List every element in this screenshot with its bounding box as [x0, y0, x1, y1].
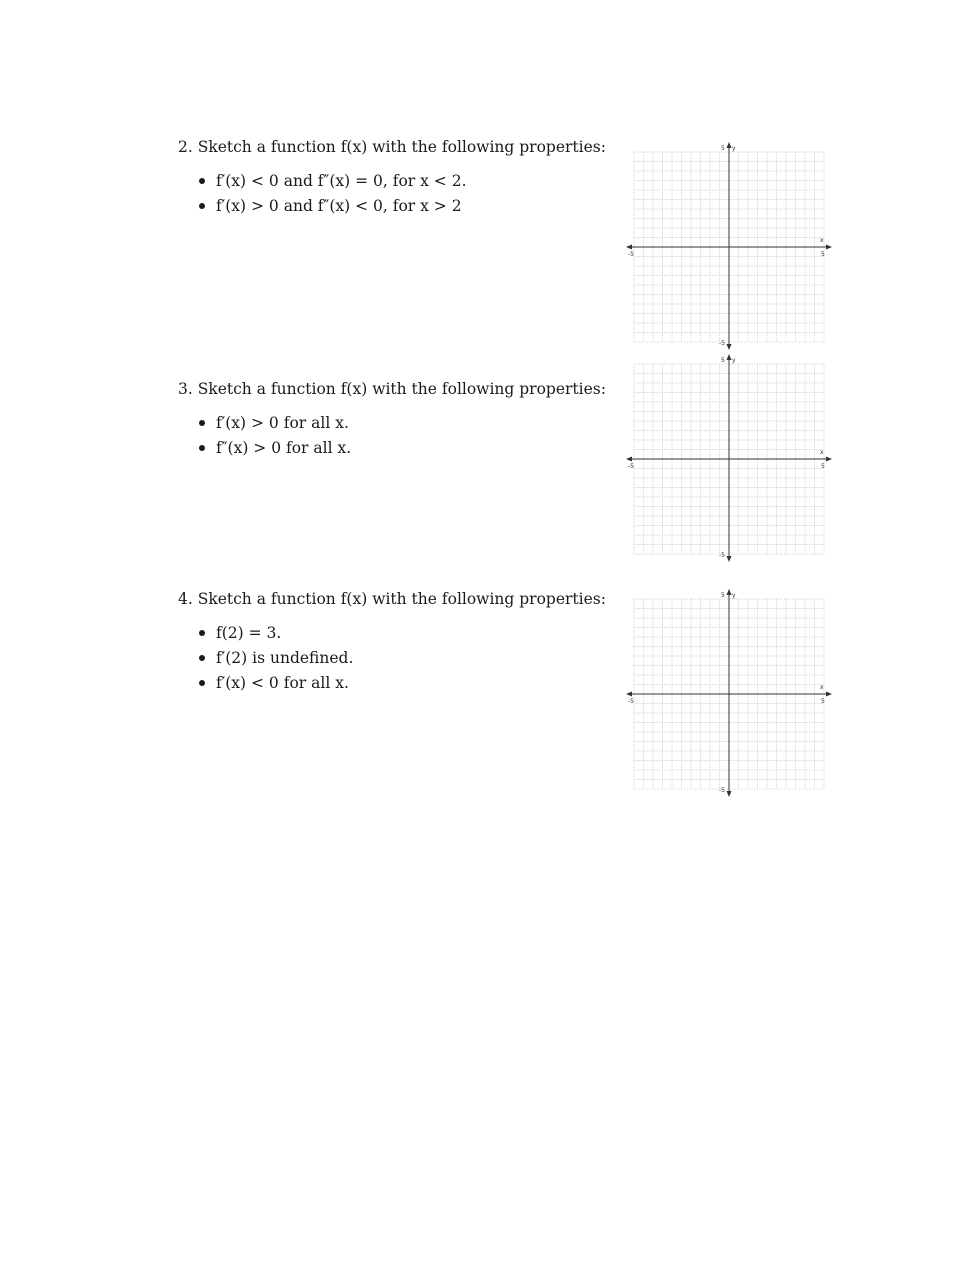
- x-min-tick-label: -5: [628, 251, 634, 258]
- y-min-tick-label: -5: [719, 787, 725, 794]
- x-axis-arrow-left: [626, 245, 632, 250]
- y-axis-arrow-up: [727, 354, 732, 360]
- x-axis-arrow-left: [626, 692, 632, 697]
- problem-4-prompt: 4. Sketch a function f(x) with the following properties:: [178, 590, 606, 608]
- problem-4: [178, 589, 606, 696]
- y-min-tick-label: -5: [719, 340, 725, 347]
- x-min-tick-label: -5: [628, 463, 634, 470]
- x-max-tick-label: 5: [821, 698, 825, 705]
- problem-2-graph-grid[interactable]: [624, 140, 834, 350]
- y-max-tick-label: 5: [721, 357, 725, 364]
- list-item: f′(x) > 0 and f″(x) < 0, for x > 2: [216, 194, 598, 219]
- x-axis-arrow-right: [826, 692, 832, 697]
- problem-3-graph-grid[interactable]: [624, 352, 834, 562]
- list-item: f″(x) > 0 for all x.: [216, 436, 598, 461]
- y-axis-arrow-up: [727, 142, 732, 148]
- x-axis-arrow-right: [826, 457, 832, 462]
- y-axis-arrow-down: [727, 791, 732, 797]
- problem-2: [178, 137, 606, 219]
- y-axis-arrow-up: [727, 589, 732, 595]
- y-max-tick-label: 5: [721, 592, 725, 599]
- y-min-tick-label: -5: [719, 552, 725, 559]
- x-min-tick-label: -5: [628, 698, 634, 705]
- problem-4-graph-grid[interactable]: [624, 587, 834, 797]
- y-axis-label: y: [732, 592, 736, 599]
- list-item: f(2) = 3.: [216, 621, 598, 646]
- y-axis-arrow-down: [727, 556, 732, 562]
- problem-2-properties: [178, 169, 598, 219]
- x-axis-arrow-left: [626, 457, 632, 462]
- y-axis-label: y: [732, 357, 736, 364]
- problem-3: [178, 379, 606, 461]
- problem-3-prompt: 3. Sketch a function f(x) with the following properties:: [178, 380, 606, 398]
- y-axis-label: y: [732, 145, 736, 152]
- problem-4-properties: [178, 621, 598, 696]
- problem-3-properties: [178, 411, 598, 461]
- list-item: f′(x) < 0 and f″(x) = 0, for x < 2.: [216, 169, 598, 194]
- list-item: f′(x) < 0 for all x.: [216, 671, 598, 696]
- problem-2-prompt: 2. Sketch a function f(x) with the following properties:: [178, 138, 606, 156]
- list-item: f′(x) > 0 for all x.: [216, 411, 598, 436]
- x-axis-label: x: [820, 684, 824, 691]
- x-axis-arrow-right: [826, 245, 832, 250]
- y-axis-arrow-down: [727, 344, 732, 350]
- x-axis-label: x: [820, 449, 824, 456]
- x-max-tick-label: 5: [821, 251, 825, 258]
- y-max-tick-label: 5: [721, 145, 725, 152]
- x-axis-label: x: [820, 237, 824, 244]
- list-item: f′(2) is undefined.: [216, 646, 598, 671]
- x-max-tick-label: 5: [821, 463, 825, 470]
